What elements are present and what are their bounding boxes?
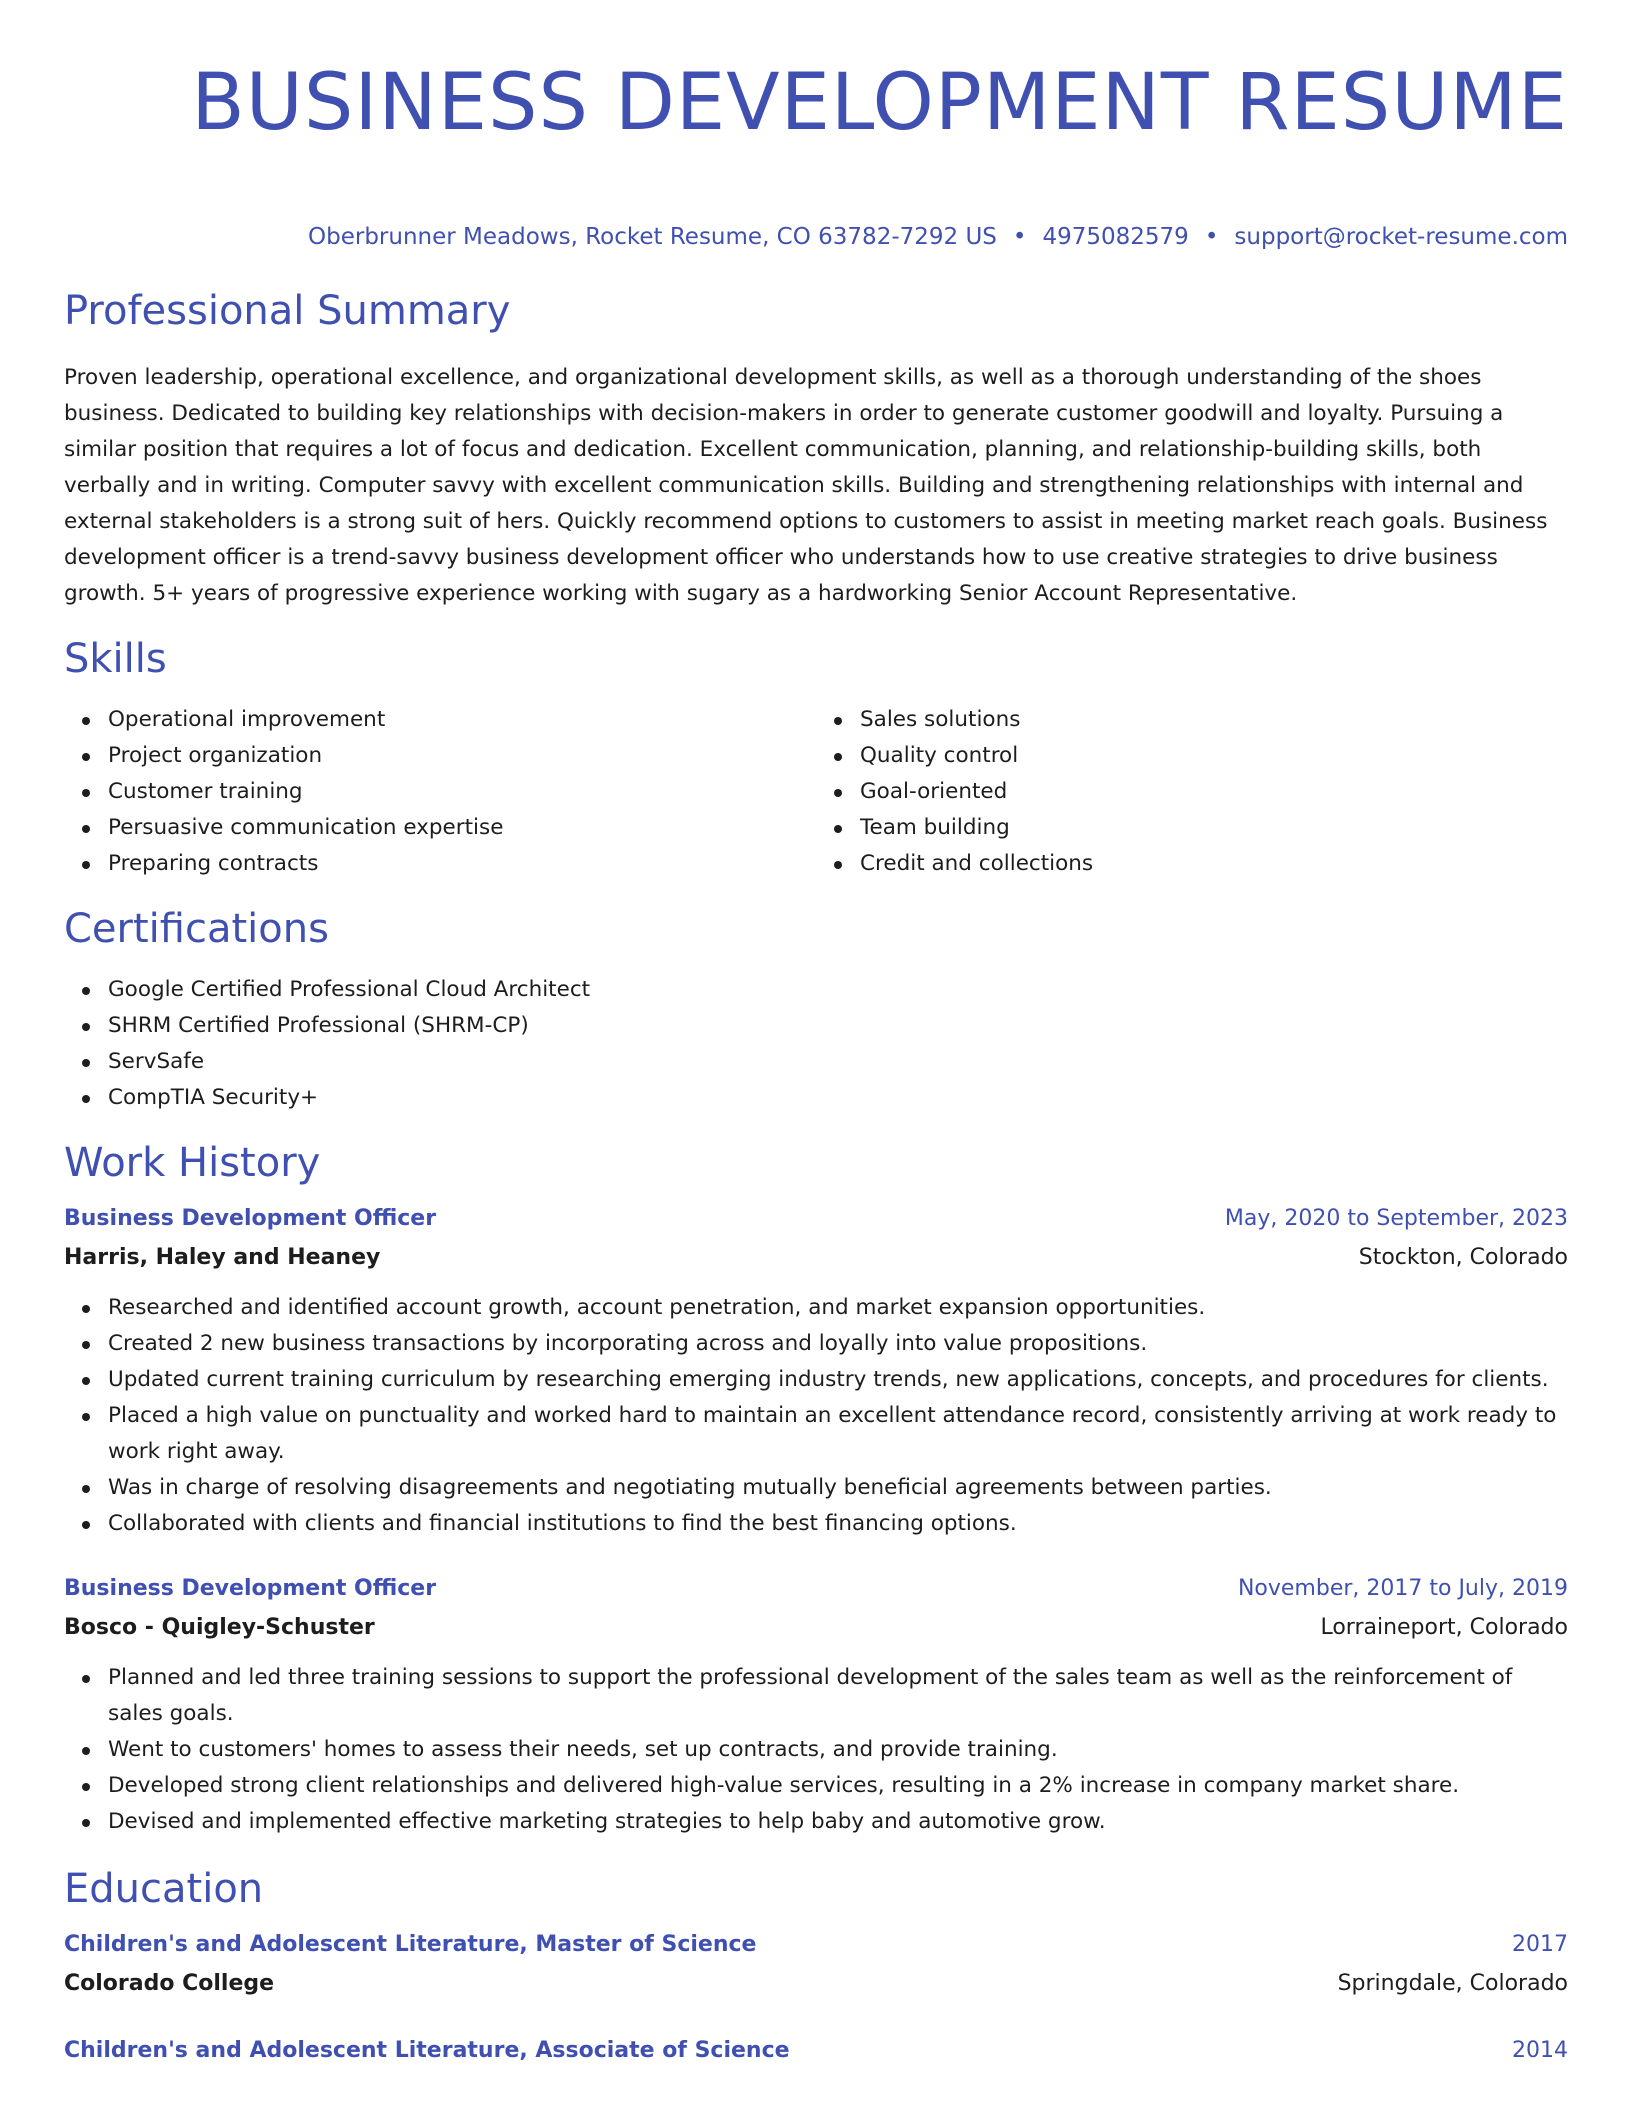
certification-item: CompTIA Security+ bbox=[108, 1080, 1568, 1116]
education-school: Colorado College bbox=[64, 1971, 275, 1996]
education-entry bbox=[64, 1926, 1568, 2004]
education-year: 2017 bbox=[1512, 1932, 1568, 1957]
contact-phone: 4975082579 bbox=[1042, 224, 1189, 250]
skills-section bbox=[64, 634, 1568, 882]
education-entry bbox=[64, 2032, 1568, 2070]
job-bullet: Placed a high value on punctuality and worked hard to maintain an excellent attendance record, consistently arriving at work ready to work right away. bbox=[108, 1398, 1568, 1470]
skill-item: Operational improvement bbox=[108, 702, 816, 738]
job-bullet: Created 2 new business transactions by incorporating across and loyally into value propositions. bbox=[108, 1326, 1568, 1362]
job-location: Lorraineport, Colorado bbox=[1320, 1615, 1568, 1640]
skill-item: Credit and collections bbox=[860, 846, 1568, 882]
job-bullet: Developed strong client relationships and delivered high-value services, resulting in a 2% increase in company market share. bbox=[108, 1768, 1568, 1804]
job-bullet: Devised and implemented effective marketing strategies to help baby and automotive grow. bbox=[108, 1804, 1568, 1840]
summary-heading: Professional Summary bbox=[64, 288, 511, 334]
education-school-row bbox=[64, 1964, 1568, 2004]
contact-address: Oberbrunner Meadows, Rocket Resume, CO 63782-7292 US bbox=[308, 224, 997, 250]
job-title: Business Development Officer bbox=[64, 1576, 437, 1601]
job-dates: May, 2020 to September, 2023 bbox=[1224, 1206, 1568, 1231]
job-bullet: Went to customers' homes to assess their needs, set up contracts, and provide training. bbox=[108, 1732, 1568, 1768]
job-dates: November, 2017 to July, 2019 bbox=[1237, 1576, 1568, 1601]
job-entry bbox=[64, 1200, 1568, 1542]
skill-item: Project organization bbox=[108, 738, 816, 774]
skill-item: Customer training bbox=[108, 774, 816, 810]
job-bullet: Planned and led three training sessions to support the professional development of the sales team as well as the reinforcement of sales goals. bbox=[108, 1660, 1568, 1732]
certification-item: SHRM Certified Professional (SHRM-CP) bbox=[108, 1008, 1568, 1044]
resume-title: BUSINESS DEVELOPMENT RESUME bbox=[191, 58, 1568, 148]
job-bullets bbox=[64, 1290, 1568, 1542]
work-history-heading: Work History bbox=[64, 1140, 321, 1186]
certification-item: Google Certified Professional Cloud Architect bbox=[108, 972, 1568, 1008]
education-heading: Education bbox=[64, 1866, 264, 1912]
skills-list-left bbox=[64, 702, 816, 882]
education-section bbox=[64, 1864, 1568, 2070]
contact-separator: • bbox=[1204, 224, 1219, 250]
job-company: Harris, Haley and Heaney bbox=[64, 1245, 381, 1270]
education-location: Springdale, Colorado bbox=[1337, 1971, 1568, 1996]
skill-item: Goal-oriented bbox=[860, 774, 1568, 810]
job-location: Stockton, Colorado bbox=[1358, 1245, 1568, 1270]
contact-line bbox=[64, 220, 1568, 254]
job-header-row bbox=[64, 1570, 1568, 1608]
education-year: 2014 bbox=[1512, 2038, 1568, 2063]
job-company-row bbox=[64, 1608, 1568, 1648]
contact-separator: • bbox=[1012, 224, 1027, 250]
job-company-row bbox=[64, 1238, 1568, 1278]
summary-text: Proven leadership, operational excellence, and organizational development skills, as well as a thorough understanding of the shoes business. Dedicated to building key relationships with decision-makers in order to generate customer goodwill and loyalty. Pursuing a similar position that requires a lot of focus and dedication. Excellent communication, planning, and relationship-building skills, both verbally and in writing. Computer savvy with excellent communication skills. Building and strengthening relationships with internal and external stakeholders is a strong suit of hers. Quickly recommend options to customers to assist in meeting market reach goals. Business development officer is a trend-savvy business development officer who understands how to use creative strategies to drive business growth. 5+ years of progressive experience working with sugary as a hardworking Senior Account Representative. bbox=[64, 365, 1548, 606]
skill-item: Quality control bbox=[860, 738, 1568, 774]
education-degree: Children's and Adolescent Literature, Master of Science bbox=[64, 1932, 757, 1957]
certifications-heading: Certifications bbox=[64, 906, 329, 952]
job-bullet: Was in charge of resolving disagreements and negotiating mutually beneficial agreements between parties. bbox=[108, 1470, 1568, 1506]
work-history-section bbox=[64, 1138, 1568, 1840]
skill-item: Preparing contracts bbox=[108, 846, 816, 882]
summary-section bbox=[64, 286, 1568, 612]
certifications-section bbox=[64, 904, 1568, 1116]
skills-list-right bbox=[816, 702, 1568, 882]
skills-columns bbox=[64, 702, 1568, 882]
education-header-row bbox=[64, 2032, 1568, 2070]
contact-email: support@rocket-resume.com bbox=[1234, 224, 1568, 250]
skill-item: Persuasive communication expertise bbox=[108, 810, 816, 846]
job-entry bbox=[64, 1570, 1568, 1840]
job-company: Bosco - Quigley-Schuster bbox=[64, 1615, 375, 1640]
skills-heading: Skills bbox=[64, 636, 167, 682]
skill-item: Sales solutions bbox=[860, 702, 1568, 738]
certifications-list bbox=[64, 972, 1568, 1116]
job-header-row bbox=[64, 1200, 1568, 1238]
skill-item: Team building bbox=[860, 810, 1568, 846]
job-bullet: Researched and identified account growth, account penetration, and market expansion opportunities. bbox=[108, 1290, 1568, 1326]
job-bullets bbox=[64, 1660, 1568, 1840]
education-degree: Children's and Adolescent Literature, Associate of Science bbox=[64, 2038, 790, 2063]
job-bullet: Updated current training curriculum by researching emerging industry trends, new applications, concepts, and procedures for clients. bbox=[108, 1362, 1568, 1398]
job-title: Business Development Officer bbox=[64, 1206, 437, 1231]
job-bullet: Collaborated with clients and financial institutions to find the best financing options. bbox=[108, 1506, 1568, 1542]
certification-item: ServSafe bbox=[108, 1044, 1568, 1080]
education-header-row bbox=[64, 1926, 1568, 1964]
